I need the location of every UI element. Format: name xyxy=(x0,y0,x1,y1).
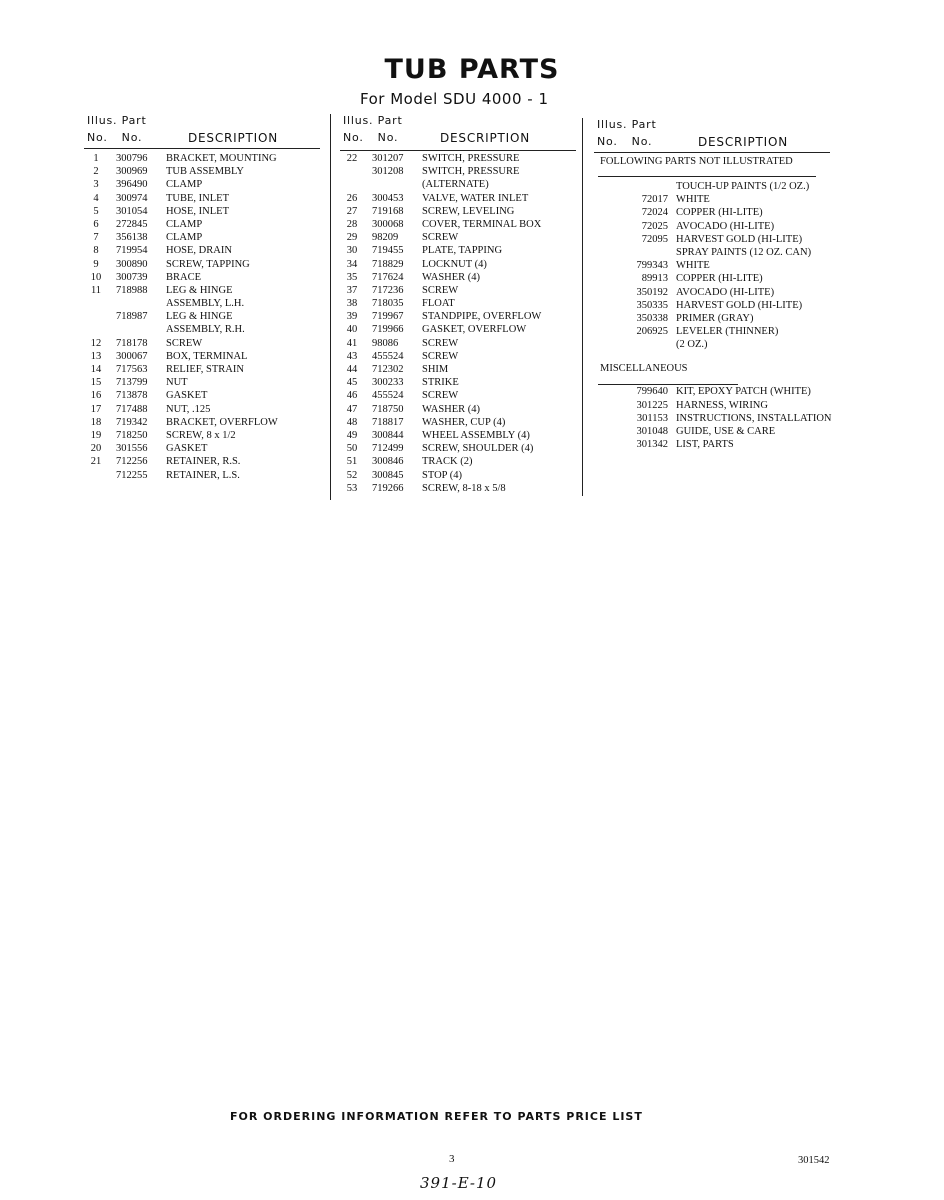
part-description: SCREW xyxy=(422,390,459,402)
part-number: 718829 xyxy=(372,258,404,270)
part-description: COPPER (HI-LITE) xyxy=(676,207,763,219)
illus-number: 9 xyxy=(93,258,99,270)
illus-number: 18 xyxy=(90,416,102,428)
part-description: WHEEL ASSEMBLY (4) xyxy=(422,429,530,441)
illus-number: 15 xyxy=(90,377,102,389)
part-number: 719954 xyxy=(116,245,148,257)
parts-row xyxy=(340,178,580,191)
part-description: BOX, TERMINAL xyxy=(166,350,248,362)
part-number: 300969 xyxy=(116,166,148,178)
illus-number: 47 xyxy=(346,403,358,415)
illus-number: 51 xyxy=(346,456,358,468)
part-description: BRACKET, MOUNTING xyxy=(166,153,277,164)
part-description: HARVEST GOLD (HI-LITE) xyxy=(676,233,803,245)
illus-number: 11 xyxy=(90,284,102,296)
part-number: 712256 xyxy=(116,456,148,468)
parts-row xyxy=(340,455,580,468)
part-number: 98209 xyxy=(372,232,399,244)
parts-row xyxy=(340,310,580,323)
part-number: 799640 xyxy=(636,386,668,398)
part-number: 350192 xyxy=(636,286,668,298)
part-number: 717624 xyxy=(372,271,404,283)
part-description: INSTRUCTIONS, INSTALLATION xyxy=(676,412,832,424)
part-number: 301054 xyxy=(116,205,148,217)
part-number: 713799 xyxy=(116,377,148,389)
part-description: STOP (4) xyxy=(422,469,462,481)
part-description: CLAMP xyxy=(166,218,203,230)
part-number: 301556 xyxy=(116,443,148,455)
parts-row xyxy=(84,310,324,323)
part-description: TOUCH-UP PAINTS (1/2 OZ.) xyxy=(676,181,810,192)
part-number: 301207 xyxy=(372,153,404,164)
part-description: WASHER, CUP (4) xyxy=(422,416,506,428)
parts-row xyxy=(84,376,324,389)
parts-row xyxy=(340,442,580,455)
parts-row xyxy=(594,385,864,398)
part-description: NUT xyxy=(166,377,188,389)
parts-row xyxy=(594,286,864,299)
illus-number: 40 xyxy=(346,324,358,336)
parts-row xyxy=(84,403,324,416)
part-number: 712255 xyxy=(116,469,148,481)
illus-number: 28 xyxy=(346,218,358,230)
part-number: 300796 xyxy=(116,153,148,164)
parts-row xyxy=(594,193,864,206)
illus-number: 46 xyxy=(346,390,358,402)
part-number: 300846 xyxy=(372,456,404,468)
parts-row xyxy=(84,178,324,191)
illus-number: 22 xyxy=(346,153,358,164)
part-description: WHITE xyxy=(676,260,710,272)
header-rule xyxy=(594,152,830,153)
header-part: Part xyxy=(631,118,657,131)
part-description: WHITE xyxy=(676,194,710,206)
part-number: 300453 xyxy=(372,192,404,204)
part-number: 72025 xyxy=(641,220,668,232)
column-header xyxy=(84,114,324,152)
part-description: SCREW xyxy=(422,284,459,296)
parts-row xyxy=(84,284,324,297)
parts-row xyxy=(84,205,324,218)
illus-number: 8 xyxy=(93,245,99,257)
column-divider xyxy=(330,114,331,500)
part-number: 719966 xyxy=(372,324,404,336)
part-number: 718987 xyxy=(116,311,148,323)
illus-number: 16 xyxy=(90,390,102,402)
part-number: 718250 xyxy=(116,429,148,441)
part-description: PRIMER (GRAY) xyxy=(676,312,754,324)
part-description: STANDPIPE, OVERFLOW xyxy=(422,311,542,323)
part-description: CLAMP xyxy=(166,179,203,191)
parts-column-2 xyxy=(340,114,580,495)
illus-number: 17 xyxy=(90,403,102,415)
part-number: 300067 xyxy=(116,350,148,362)
part-description: SCREW xyxy=(166,337,203,349)
part-description: (ALTERNATE) xyxy=(422,179,489,191)
parts-row xyxy=(84,297,324,310)
header-no: No. xyxy=(343,131,364,144)
parts-row xyxy=(340,403,580,416)
header-part-no: No. xyxy=(377,131,399,144)
document-number: 301542 xyxy=(798,1155,830,1166)
illus-number: 45 xyxy=(346,377,358,389)
parts-row xyxy=(594,299,864,312)
parts-row xyxy=(340,192,580,205)
parts-column-3 xyxy=(594,114,864,451)
part-description: SCREW, 8-18 x 5/8 xyxy=(422,482,506,494)
part-number: 717563 xyxy=(116,364,148,375)
part-description: GASKET xyxy=(166,443,208,455)
parts-row xyxy=(84,389,324,402)
part-number: 718750 xyxy=(372,403,404,415)
part-number: 301048 xyxy=(636,426,668,437)
part-description: RELIEF, STRAIN xyxy=(166,364,244,375)
part-description: LEG & HINGE xyxy=(166,284,233,296)
illus-number: 6 xyxy=(93,218,99,230)
parts-row xyxy=(340,350,580,363)
illus-number: 41 xyxy=(346,337,358,349)
column-header xyxy=(594,118,864,156)
parts-row xyxy=(594,233,864,246)
header-no: No. xyxy=(597,135,618,148)
part-description: ASSEMBLY, R.H. xyxy=(166,324,245,336)
part-number: 718988 xyxy=(116,284,148,296)
illus-number: 27 xyxy=(346,205,358,217)
parts-row xyxy=(340,376,580,389)
parts-row xyxy=(594,438,864,451)
header-description: DESCRIPTION xyxy=(188,131,279,145)
part-description: AVOCADO (HI-LITE) xyxy=(676,286,775,298)
part-number: 300739 xyxy=(116,271,148,283)
part-number: 455524 xyxy=(372,390,404,402)
parts-row xyxy=(340,152,580,165)
part-description: WASHER (4) xyxy=(422,271,481,283)
part-number: 301225 xyxy=(636,399,668,411)
header-no: No. xyxy=(87,131,108,144)
parts-row xyxy=(340,469,580,482)
parts-row xyxy=(340,389,580,402)
parts-row xyxy=(340,429,580,442)
parts-row xyxy=(84,350,324,363)
illus-number: 20 xyxy=(90,443,102,455)
parts-row xyxy=(340,205,580,218)
parts-row xyxy=(594,338,864,351)
part-description: COPPER (HI-LITE) xyxy=(676,273,763,285)
column-header xyxy=(340,114,580,152)
parts-row xyxy=(84,429,324,442)
parts-row xyxy=(340,284,580,297)
parts-row xyxy=(340,337,580,350)
part-description: LIST, PARTS xyxy=(676,439,734,451)
parts-row xyxy=(84,323,324,336)
parts-row xyxy=(340,244,580,257)
part-number: 300233 xyxy=(372,377,404,389)
parts-row xyxy=(340,363,580,376)
parts-row xyxy=(340,297,580,310)
parts-row xyxy=(594,259,864,272)
parts-row xyxy=(594,180,864,193)
parts-row xyxy=(594,325,864,338)
header-rule xyxy=(84,148,320,149)
part-number: 350338 xyxy=(636,312,668,324)
part-number: 301208 xyxy=(372,166,404,178)
part-number: 717236 xyxy=(372,284,404,296)
part-description: LOCKNUT (4) xyxy=(422,258,487,270)
illus-number: 4 xyxy=(93,192,99,204)
part-number: 356138 xyxy=(116,232,148,244)
part-number: 301342 xyxy=(636,439,668,451)
parts-row xyxy=(594,206,864,219)
header-illus: Illus. xyxy=(87,114,118,127)
parts-row xyxy=(594,272,864,285)
part-number: 718817 xyxy=(372,416,404,428)
part-description: STRIKE xyxy=(422,377,459,389)
miscellaneous-list xyxy=(594,385,864,451)
part-description: GASKET xyxy=(166,390,208,402)
header-description: DESCRIPTION xyxy=(698,135,789,149)
part-number: 719266 xyxy=(372,482,404,494)
not-illustrated-heading: FOLLOWING PARTS NOT ILLUSTRATED xyxy=(600,156,793,167)
parts-row xyxy=(340,231,580,244)
parts-row xyxy=(340,271,580,284)
part-description: SWITCH, PRESSURE xyxy=(422,166,520,178)
illus-number: 26 xyxy=(346,192,358,204)
parts-row xyxy=(84,192,324,205)
part-description: GASKET, OVERFLOW xyxy=(422,324,527,336)
part-description: FLOAT xyxy=(422,298,455,310)
part-description: AVOCADO (HI-LITE) xyxy=(676,220,775,232)
not-illustrated-list xyxy=(594,180,864,351)
part-description: NUT, .125 xyxy=(166,403,211,415)
part-description: LEG & HINGE xyxy=(166,311,233,323)
parts-row xyxy=(84,363,324,376)
part-number: 300890 xyxy=(116,258,148,270)
parts-row xyxy=(84,271,324,284)
part-number: 718178 xyxy=(116,337,148,349)
parts-row xyxy=(594,220,864,233)
parts-row xyxy=(594,412,864,425)
parts-row xyxy=(84,258,324,271)
part-description: SCREW, LEVELING xyxy=(422,205,515,217)
part-description: GUIDE, USE & CARE xyxy=(676,426,776,437)
handwritten-note: 391-E-10 xyxy=(420,1174,498,1192)
parts-row xyxy=(84,244,324,257)
part-number: 89913 xyxy=(641,273,668,285)
part-description: HOSE, DRAIN xyxy=(166,245,232,257)
parts-row xyxy=(340,165,580,178)
parts-row xyxy=(340,416,580,429)
part-number: 300974 xyxy=(116,192,148,204)
part-description: CLAMP xyxy=(166,232,203,244)
header-part: Part xyxy=(377,114,403,127)
illus-number: 39 xyxy=(346,311,358,323)
part-description: BRACKET, OVERFLOW xyxy=(166,416,278,428)
part-description: SCREW xyxy=(422,337,459,349)
part-description: SCREW, 8 x 1/2 xyxy=(166,429,236,441)
parts-list xyxy=(84,152,324,482)
part-number: 718035 xyxy=(372,298,404,310)
part-number: 206925 xyxy=(636,326,668,338)
illus-number: 43 xyxy=(346,350,358,362)
page-title: TUB PARTS xyxy=(384,54,560,85)
part-description: WASHER (4) xyxy=(422,403,481,415)
illus-number: 52 xyxy=(346,469,358,481)
part-description: PLATE, TAPPING xyxy=(422,245,503,257)
parts-row xyxy=(594,312,864,325)
parts-row xyxy=(84,442,324,455)
illus-number: 13 xyxy=(90,350,102,362)
header-part-no: No. xyxy=(121,131,143,144)
part-description: KIT, EPOXY PATCH (WHITE) xyxy=(676,386,811,398)
parts-row xyxy=(340,482,580,495)
illus-number: 53 xyxy=(346,482,358,494)
part-description: VALVE, WATER INLET xyxy=(422,192,529,204)
part-number: 72017 xyxy=(641,194,668,206)
header-rule xyxy=(340,150,576,151)
part-description: ASSEMBLY, L.H. xyxy=(166,298,245,310)
header-part-no: No. xyxy=(631,135,653,148)
part-number: 300844 xyxy=(372,429,404,441)
illus-number: 37 xyxy=(346,284,358,296)
illus-number: 29 xyxy=(346,232,358,244)
parts-row xyxy=(340,258,580,271)
parts-row xyxy=(594,425,864,438)
illus-number: 7 xyxy=(93,232,99,244)
part-number: 719342 xyxy=(116,416,148,428)
part-number: 455524 xyxy=(372,350,404,362)
parts-row xyxy=(84,469,324,482)
part-description: SCREW, SHOULDER (4) xyxy=(422,443,534,455)
part-description: SCREW xyxy=(422,232,459,244)
part-number: 272845 xyxy=(116,218,148,230)
illus-number: 1 xyxy=(93,153,99,164)
part-description: SCREW xyxy=(422,350,459,362)
part-description: HARVEST GOLD (HI-LITE) xyxy=(676,299,803,311)
illus-number: 48 xyxy=(346,416,358,428)
part-number: 350335 xyxy=(636,299,668,311)
part-description: BRACE xyxy=(166,271,202,283)
ordering-footer: FOR ORDERING INFORMATION REFER TO PARTS PRICE LIST xyxy=(230,1110,643,1123)
parts-row xyxy=(84,455,324,468)
parts-row xyxy=(84,416,324,429)
part-number: 396490 xyxy=(116,179,148,191)
illus-number: 19 xyxy=(90,429,102,441)
parts-row xyxy=(84,218,324,231)
part-number: 719455 xyxy=(372,245,404,257)
part-description: SHIM xyxy=(422,364,449,375)
section-rule xyxy=(598,176,816,177)
illus-number: 38 xyxy=(346,298,358,310)
page-subtitle: For Model SDU 4000 - 1 xyxy=(360,90,549,108)
column-divider xyxy=(582,118,583,496)
parts-row xyxy=(84,337,324,350)
header-illus: Illus. xyxy=(597,118,628,131)
part-description: SWITCH, PRESSURE xyxy=(422,153,520,164)
parts-row xyxy=(84,165,324,178)
part-number: 98086 xyxy=(372,337,399,349)
part-number: 719168 xyxy=(372,205,404,217)
part-number: 799343 xyxy=(636,260,668,272)
header-illus: Illus. xyxy=(343,114,374,127)
part-number: 717488 xyxy=(116,403,148,415)
illus-number: 12 xyxy=(90,337,102,349)
header-part: Part xyxy=(121,114,147,127)
illus-number: 30 xyxy=(346,245,358,257)
part-description: HOSE, INLET xyxy=(166,205,229,217)
illus-number: 21 xyxy=(90,456,102,468)
part-number: 300068 xyxy=(372,218,404,230)
part-number: 301153 xyxy=(636,412,668,424)
illus-number: 44 xyxy=(346,364,358,375)
page-number: 3 xyxy=(449,1153,455,1165)
part-number: 72095 xyxy=(641,233,668,245)
part-number: 713878 xyxy=(116,390,148,402)
part-description: TUB ASSEMBLY xyxy=(166,166,245,178)
part-description: SCREW, TAPPING xyxy=(166,258,250,270)
part-number: 712302 xyxy=(372,364,404,375)
parts-row xyxy=(340,218,580,231)
illus-number: 35 xyxy=(346,271,358,283)
parts-row xyxy=(84,152,324,165)
part-number: 712499 xyxy=(372,443,404,455)
header-description: DESCRIPTION xyxy=(440,131,531,145)
illus-number: 50 xyxy=(346,443,358,455)
parts-column-1 xyxy=(84,114,324,482)
illus-number: 2 xyxy=(93,166,99,178)
illus-number: 3 xyxy=(93,179,99,191)
miscellaneous-heading: MISCELLANEOUS xyxy=(600,363,688,375)
part-description: (2 OZ.) xyxy=(676,339,708,351)
parts-row xyxy=(340,323,580,336)
part-description: TUBE, INLET xyxy=(166,192,229,204)
illus-number: 34 xyxy=(346,258,358,270)
part-description: RETAINER, R.S. xyxy=(166,456,241,468)
parts-row xyxy=(594,246,864,259)
illus-number: 14 xyxy=(90,364,102,375)
part-description: COVER, TERMINAL BOX xyxy=(422,218,542,230)
illus-number: 49 xyxy=(346,429,358,441)
illus-number: 10 xyxy=(90,271,102,283)
part-description: SPRAY PAINTS (12 OZ. CAN) xyxy=(676,246,812,258)
part-number: 300845 xyxy=(372,469,404,481)
parts-row xyxy=(594,399,864,412)
part-description: RETAINER, L.S. xyxy=(166,469,240,481)
part-description: TRACK (2) xyxy=(422,456,473,468)
parts-list xyxy=(340,152,580,495)
illus-number: 5 xyxy=(93,205,99,217)
part-description: HARNESS, WIRING xyxy=(676,399,768,411)
parts-row xyxy=(84,231,324,244)
part-number: 72024 xyxy=(641,207,668,219)
part-number: 719967 xyxy=(372,311,404,323)
part-description: LEVELER (THINNER) xyxy=(676,326,779,338)
